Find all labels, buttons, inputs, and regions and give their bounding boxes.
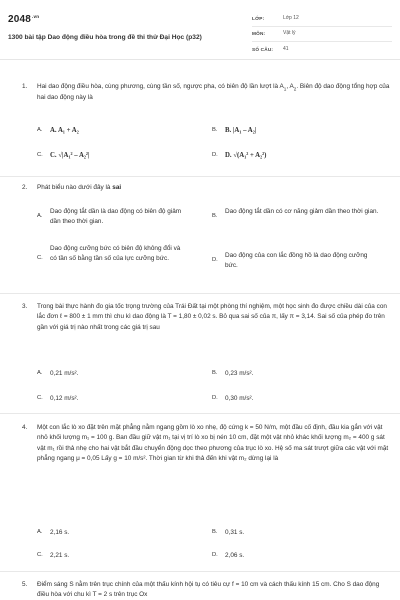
option-expression: |A₁ – A₂| [232, 127, 257, 134]
meta-row-class [252, 12, 392, 27]
question-emphasis: sai [112, 184, 122, 191]
question-text-part: Hai dao động điều hòa, cùng phương, cùng tần số, ngược pha, có biên độ lần lượt là A [37, 83, 284, 90]
option-text: Dao động tắt dần là dao động có biên độ giảm dần theo thời gian. [50, 208, 182, 225]
option-letter: A. [37, 127, 43, 133]
option-b[interactable] [212, 126, 256, 137]
option-d[interactable] [212, 151, 266, 162]
meta-table [252, 12, 392, 57]
option-expression: √(A₁² + A₂²) [233, 152, 267, 159]
option-text [50, 151, 89, 162]
meta-key: LỚP: [252, 16, 265, 22]
document-title: 1300 bài tập Dao động điều hòa trong đề thi thử Đại Học (p32) [8, 34, 202, 41]
meta-key: MÔN: [252, 31, 266, 37]
meta-value: Lớp 12 [283, 15, 299, 22]
question-text: Điểm sáng S nằm trên trục chính của một thấu kính hội tụ có tiêu cự f = 10 cm và cách thấu kính 15 cm. Cho S dao động điều hòa với chu kì T = 2 s trên trục Ox [37, 581, 380, 599]
question-text: Trong bài thực hành đo gia tốc trọng trường của Trái Đất tại một phòng thí nghiệm, một học sinh đo được chiều dài của con lắc đơn ℓ = 800 ± 1 mm thì chu kì dao động là T = 1,80 ± 0,02 s. Bỏ qua sai số của π, lấy π = 3,14. Sai số của phép đo trên gần với giá trị nào nhất trong các giá trị sau [37, 303, 387, 331]
question-number: 3. [22, 303, 28, 310]
meta-value: 41 [283, 45, 289, 52]
option-letter: B. [212, 127, 218, 133]
brand-domain: .vn [32, 13, 40, 19]
question-number: 4. [22, 424, 28, 431]
option-c[interactable] [37, 551, 69, 561]
question-number: 2. [22, 184, 28, 191]
option-prefix: C. [50, 152, 57, 159]
option-a[interactable] [37, 369, 78, 379]
option-letter: A. [37, 213, 43, 219]
meta-row-subject [252, 27, 392, 42]
option-text: 0,31 s. [225, 529, 245, 536]
option-letter: B. [212, 529, 218, 535]
question-text [37, 82, 393, 103]
question-2 [0, 177, 400, 294]
document-header [0, 0, 400, 60]
option-text: 2,06 s. [225, 552, 245, 559]
brand-logo[interactable] [8, 12, 39, 28]
question-text-part: Phát biểu nào dưới đây là [37, 184, 113, 191]
option-prefix: B. [225, 127, 232, 134]
option-expression: A₁ + A₂ [57, 127, 79, 134]
brand-name: 2048 [8, 14, 32, 25]
option-text: Dao động của con lắc đồng hồ là dao động cưỡng bức. [225, 252, 368, 269]
option-text [225, 151, 266, 162]
option-letter: A. [37, 370, 43, 376]
option-c[interactable] [37, 244, 197, 264]
option-a[interactable] [37, 528, 69, 538]
option-letter: C. [37, 552, 43, 558]
option-letter: B. [212, 370, 218, 376]
option-d[interactable] [212, 551, 244, 561]
option-d[interactable] [212, 394, 253, 404]
subscript: 2 [293, 86, 297, 92]
question-number: 5. [22, 581, 28, 588]
subscript: 1 [283, 86, 287, 92]
option-text [225, 126, 256, 137]
question-text: Một con lắc lò xo đặt trên mặt phẳng nằm ngang gồm lò xo nhẹ, độ cứng k = 50 N/m, một đầu cố định, đầu kia gắn với vật nhỏ khối lượng m₁ = 100 g. Ban đầu giữ vật m₁ tại vị trí lò xo bị nén 10 cm, đặt một vật nhỏ khác khối lượng m₂ = 400 g sát vật m₁ rồi thả nhẹ cho hai vật bắt đầu chuyển động dọc theo phương của trục lò xo. Hệ số ma sát trượt giữa các vật với mặt phẳng ngang μ = 0,05 Lấy g = 10 m/s². Thời gian từ khi thả đến khi vật m₂ dừng lại là [37, 424, 389, 463]
option-text: Dao động tắt dần có cơ năng giảm dần theo thời gian. [225, 208, 379, 215]
question-number: 1. [22, 83, 28, 90]
option-letter: D. [212, 552, 218, 558]
question-3 [0, 294, 400, 414]
option-prefix: A. [50, 127, 57, 134]
option-a[interactable] [37, 126, 79, 137]
option-text: 0,23 m/s². [225, 370, 254, 377]
option-b[interactable] [212, 369, 253, 379]
option-letter: D. [212, 152, 218, 158]
option-b[interactable] [212, 207, 394, 221]
option-text: Dao động cưỡng bức có biên độ không đổi và có tần số bằng tần số của lực cưỡng bức. [50, 245, 181, 262]
option-letter: D. [212, 257, 218, 263]
option-letter: D. [212, 395, 218, 401]
option-c[interactable] [37, 394, 78, 404]
option-letter: C. [37, 255, 43, 261]
question-text-part: . Biên độ dao động tổng hợp của hai dao động này là [37, 83, 390, 101]
option-text [50, 126, 79, 137]
option-b[interactable] [212, 528, 244, 538]
option-d[interactable] [212, 251, 394, 271]
option-letter: C. [37, 152, 43, 158]
question-text-part: , A [286, 83, 294, 90]
option-prefix: D. [225, 152, 232, 159]
option-expression: √|A₁² – A₂²| [58, 152, 90, 159]
option-text: 2,16 s. [50, 529, 70, 536]
question-4 [0, 414, 400, 572]
option-text: 0,30 m/s². [225, 395, 254, 402]
option-letter: C. [37, 395, 43, 401]
meta-key: SỐ CÂU: [252, 46, 274, 52]
question-1 [0, 60, 400, 177]
question-5 [0, 572, 400, 600]
question-text [37, 183, 393, 193]
option-text: 0,21 m/s². [50, 370, 79, 377]
option-a[interactable] [37, 207, 197, 227]
meta-value: Vật lý [283, 30, 296, 37]
meta-row-count [252, 42, 392, 57]
option-c[interactable] [37, 151, 89, 162]
option-text: 0,12 m/s². [50, 395, 79, 402]
option-text: 2,21 s. [50, 552, 70, 559]
option-letter: A. [37, 529, 43, 535]
option-letter: B. [212, 213, 218, 219]
